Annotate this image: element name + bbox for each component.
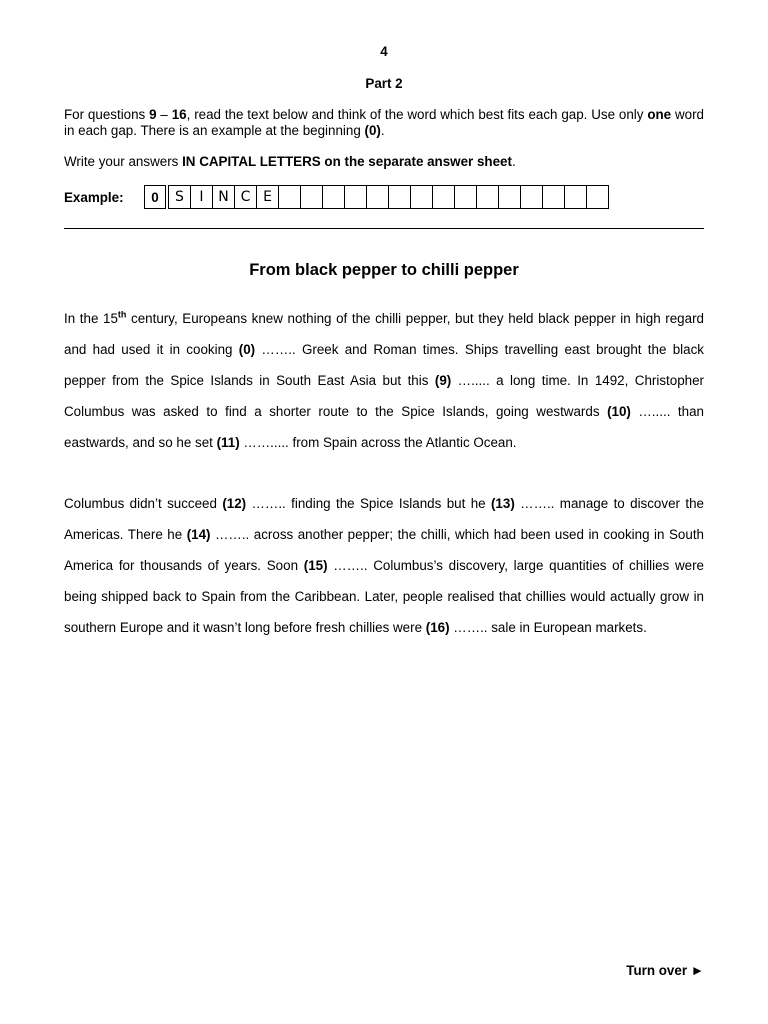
question-start: 9 [149,107,157,122]
gap-12: (12) [222,496,247,511]
gap-14: (14) [186,527,211,542]
para-text: In the 15 [64,311,118,326]
para-text: …….. manage to discover the Americas. There he [64,496,704,542]
example-letter-cell [389,186,411,208]
gap-13: (13) [490,496,515,511]
instructions-paragraph [64,107,704,139]
example-answer-grid [144,185,609,209]
gap-16: (16) [425,620,450,635]
question-end: 16 [171,107,187,122]
para-text: …..... a long time. In 1492, Christopher Columbus was asked to find a shorter route to the Spice Islands, going westwards [64,373,704,419]
example-letter-cell [521,186,543,208]
example-letter-cell: E [257,186,279,208]
example-row [64,184,609,210]
gap-11: (11) [216,435,240,450]
example-letter-cell [279,186,301,208]
example-letter-cell [499,186,521,208]
answer-instructions [64,154,704,170]
gap-9: (9) [434,373,452,388]
example-letter-cell [455,186,477,208]
example-letter-cell [543,186,565,208]
para-text: ……..... from Spain across the Atlantic Ocean. [239,435,517,450]
example-letter-cell [301,186,323,208]
example-label: Example: [64,189,124,205]
para-text: …….. sale in European markets. [449,620,647,635]
passage-paragraph-2 [64,488,704,643]
para-text: …….. finding the Spice Islands but he [246,496,491,511]
page-number: 4 [380,44,388,59]
gap-10: (10) [607,404,631,419]
para-text: Columbus didn’t succeed [64,496,223,511]
example-letter-cell [565,186,587,208]
example-letter-cell [367,186,389,208]
example-letter-cell: N [213,186,235,208]
superscript-th: th [117,309,127,320]
gap-0: (0) [238,342,256,357]
example-letter-cell [477,186,499,208]
instr-text: , read the text below and think of the word which best fits each gap. Use only [186,107,648,122]
para-text: century, Europeans knew nothing of the chilli pepper, but they held black pepper in high regard and had used it in cooking [64,311,704,357]
instr-text: word in each gap. There is an example at the beginning [64,107,704,138]
divider-line [64,228,704,229]
part-title: Part 2 [365,76,403,91]
instr-capital-letters: IN CAPITAL LETTERS on the separate answer sheet [182,154,512,169]
example-number-cell: 0 [144,185,166,209]
example-letter-cell: S [169,186,191,208]
instr-text: . [380,123,385,138]
example-letter-cell [587,186,608,208]
para-text: …….. Greek and Roman times. Ships travelling east brought the black pepper from the Spice Islands in South East Asia but this [64,342,704,388]
instr-text: . [511,154,516,169]
turn-over-label: Turn over ► [626,963,704,978]
passage-title: From black pepper to chilli pepper [249,261,519,279]
example-letter-cell [345,186,367,208]
passage-paragraph-1 [64,303,704,458]
para-text: …….. across another pepper; the chilli, which had been used in cooking in South America for thousands of years. Soon [64,527,704,573]
instr-example-ref: (0) [364,123,381,138]
gap-15: (15) [303,558,328,573]
example-letter-cell [323,186,345,208]
example-letter-cell [411,186,433,208]
example-letter-cells [168,185,609,209]
example-letter-cell [433,186,455,208]
instr-text: Write your answers [64,154,183,169]
example-letter-cell: I [191,186,213,208]
instr-dash: – [156,107,172,122]
example-letter-cell: C [235,186,257,208]
instr-text: For questions [64,107,150,122]
para-text: …….. Columbus’s discovery, large quantities of chillies were being shipped back to Spain from the Caribbean. Later, people realised that chillies would actually grow in southern Europe and it wasn’t long before fresh chillies were [64,558,704,635]
instr-one: one [647,107,672,122]
para-text: …..... than eastwards, and so he set [64,404,704,450]
